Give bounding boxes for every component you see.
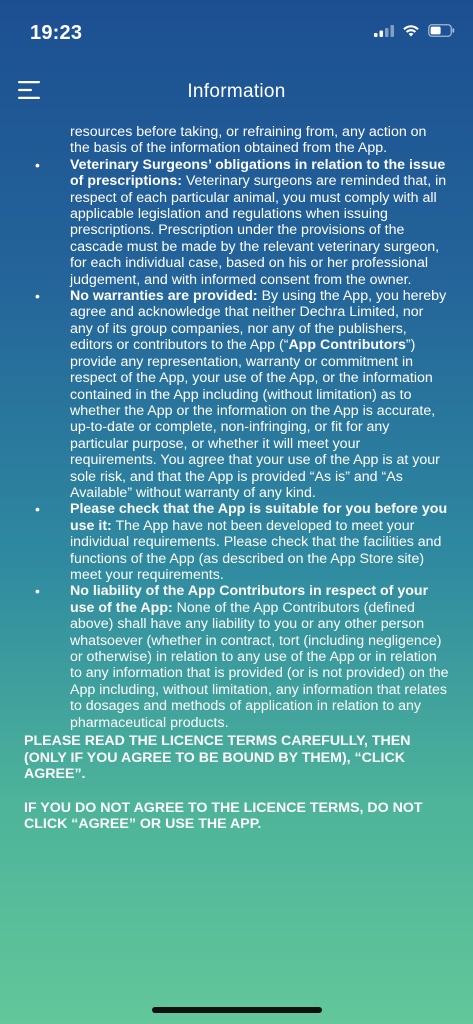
intro-paragraph: resources before taking, or refraining from, any action on the basis of the information obtained from the App.: [70, 124, 427, 157]
list-item: [24, 288, 450, 501]
page-title: Information: [187, 81, 286, 102]
term-heading: Veterinary Surgeons’ obligations in relation to the issue of prescriptions:: [70, 156, 446, 190]
battery-icon: [428, 24, 455, 42]
licence-notice-disagree: IF YOU DO NOT AGREE TO THE LICENCE TERMS, DO NOT CLICK “AGREE” OR USE THE APP.: [24, 799, 423, 833]
term-body: The App have not been developed to meet your individual requirements. Please check that the facilities and functions of the App (as described on the App Store site) meet your requirements.: [70, 517, 442, 583]
term-body: Veterinary surgeons are reminded that, in respect of each particular animal, you must comply with all applicable legislation and regulations when issuing prescriptions. Prescription under the provisions of the cascade must be made by the relevant veterinary surgeon, for each individual case, based on his or her professional judgement, and with informed consent from the owner.: [70, 173, 447, 288]
status-icons: [374, 24, 455, 42]
term-defined-term: App Contributors: [288, 337, 406, 354]
cellular-signal-icon: [374, 24, 394, 42]
list-item: [24, 157, 450, 288]
nav-bar: [0, 68, 473, 114]
bullet-icon: •: [35, 583, 40, 600]
status-bar: [0, 0, 473, 60]
bullet-icon: •: [35, 156, 40, 173]
home-indicator[interactable]: [152, 1007, 322, 1013]
bullet-icon: •: [35, 288, 40, 305]
term-heading: No warranties are provided:: [70, 288, 258, 305]
status-time: 19:23: [30, 22, 83, 44]
term-body: None of the App Contributors (defined above) shall have any liability to you or any other person whatsoever (whether in contract, tort (including negligence) or otherwise) in relation to any use of the App or in relation to any information that is provided (or is not provided) on the App including, without limitation, any information that relates to dosages and methods of application in relation to any pharmaceutical products.: [70, 599, 449, 731]
licence-terms-content[interactable]: [24, 124, 450, 833]
terms-list: [24, 157, 450, 731]
wifi-icon: [402, 24, 420, 42]
term-body: By using the App, you hereby agree and acknowledge that neither Dechra Limited, nor any of its group companies, nor any of the publishers, editors or contributors to the App (“: [70, 288, 447, 354]
list-item: [24, 501, 450, 583]
term-heading: No liability of the App Contributors in respect of your use of the App:: [70, 583, 429, 616]
term-body-continued: ”) provide any representation, warranty or commitment in respect of the App, your use of the App, or the information contained in the App including (without limitation) as to whether the App or the information on the App is accurate, up-to-date or complete, non-infringing, or fit for any particular purpose, or whether it will meet your requirements. You agree that your use of the App is at your sole risk, and that the App is provided “As is” and “As Available” without warranty of any kind.: [70, 337, 440, 501]
licence-notice-read: PLEASE READ THE LICENCE TERMS CAREFULLY, THEN (ONLY IF YOU AGREE TO BE BOUND BY THEM), “CLICK AGREE”.: [24, 733, 411, 783]
term-heading: Please check that the App is suitable for you before you use it:: [70, 501, 448, 534]
bullet-icon: •: [35, 501, 40, 518]
list-item: [24, 583, 450, 731]
